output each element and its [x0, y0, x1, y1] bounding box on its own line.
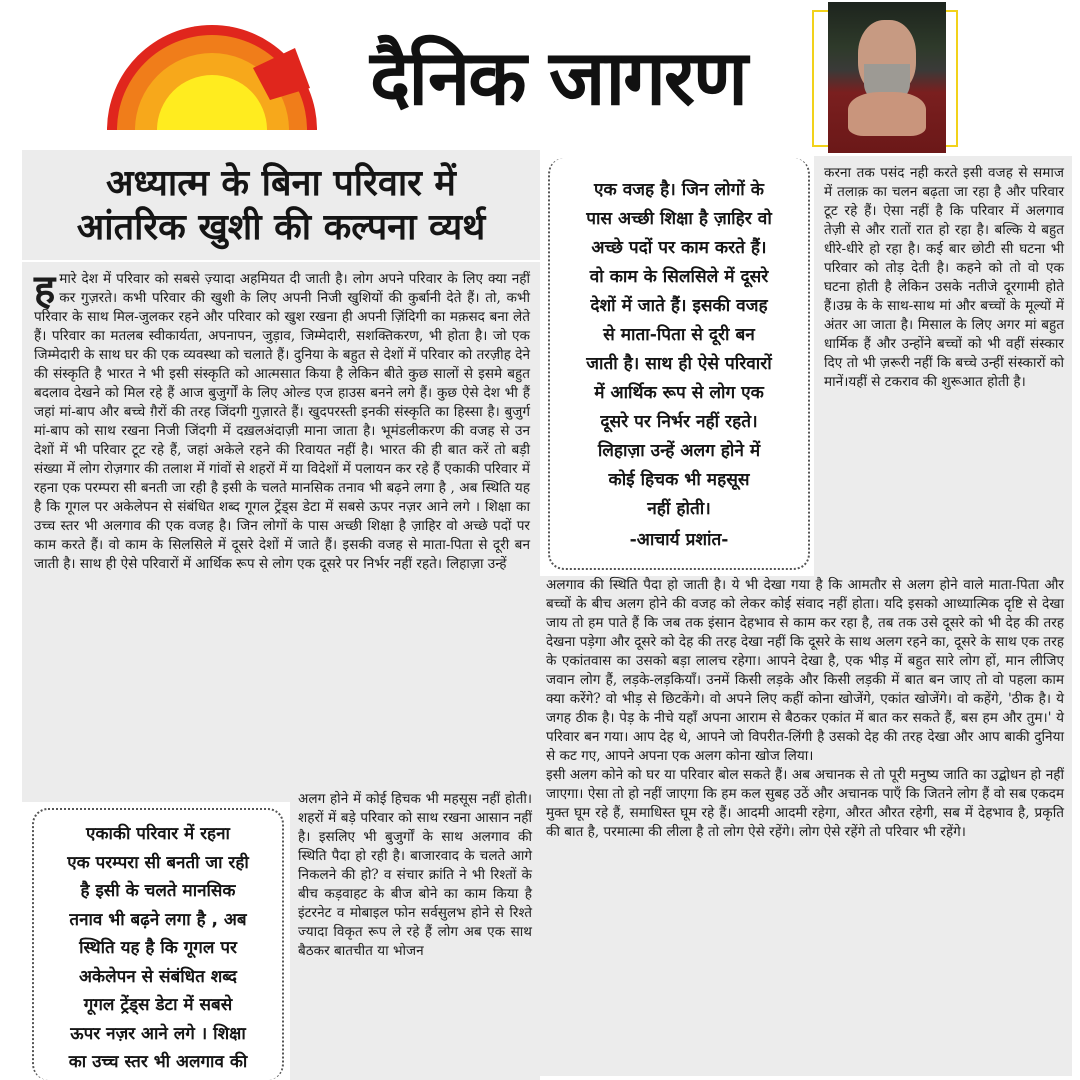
author-photo [828, 2, 946, 153]
pull-quote-line: दूसरे पर निर्भर नहीं रहते। [600, 412, 758, 432]
article-headline [22, 150, 540, 260]
body-paragraph: अलगाव की स्थिति पैदा हो जाती है। ये भी देखा गया है कि आमतौर से अलग होने वाले माता-पिता और बच्चों के बीच अलग होने की वजह को लेकर कोई संवाद नहीं होता। यदि इसको आध्यात्मिक दृष्टि से देखा जाय तो हम पाते हैं कि जब तक इंसान देहभाव से काम कर रहा है, तब तक उसे दूसरे को भी देह की तरह देखना पड़ेगा और दूसरे को देह की तरह देखा नहीं कि दूसरे के साथ अलग रहने का, दूसरे के साथ एक तरह के एकांतवास का उसको बड़ा लालच रहेगा। आपने देखा है, एक भीड़ में बहुत सारे लोग हों, मान लीजिए जवान लोग हैं, लड़के-लड़कियाँ। उनमें किसी लड़के और किसी लड़की में बात बन जाए तो वो पहला काम क्या करेंगे? वो भीड़ से छिटकेंगे। वो अपने लिए कहीं कोना खोजेंगे, एकांत खोजेंगे। वो कहेंगे, 'ठीक है। ये जगह ठीक है। पेड़ के नीचे यहाँ अपना आराम से बैठकर एकांत में बात कर सकते हैं, बस हम और तुम।' ये परिवार बन गया। आप देह थे, आपने जो विपरीत-लिंगी है उसको देह की तरह देखा और आप बाकी दुनिया से कट गए, आपने अपना एक अलग कोना खोज लिया। [546, 577, 1064, 764]
pull-quote-line: जाती है। साथ ही ऐसे परिवारों [586, 354, 772, 374]
masthead [0, 0, 1080, 150]
article-body-right [814, 156, 1072, 576]
pull-quote-line: कोई हिचक भी महसूस [608, 470, 750, 490]
article-body-left [22, 262, 540, 802]
pull-quote-line: एकाकी परिवार में रहना [86, 824, 230, 844]
publication-name: दैनिक जागरण [370, 33, 746, 122]
article-body-middle [290, 790, 540, 1080]
pull-quote-line: पास अच्छी शिक्षा है ज़ाहिर वो [586, 209, 772, 229]
pull-quote-line: लिहाज़ा उन्हें अलग होने में [597, 441, 761, 461]
pull-quote-line: में आर्थिक रूप से लोग एक [594, 383, 764, 403]
pull-quote-line: से माता-पिता से दूरी बन [603, 325, 755, 345]
body-paragraph: अलग होने में कोई हिचक भी महसूस नहीं होती। शहरों में बड़े परिवार को साथ रखना आसान नहीं है। इसलिए भी बुजुर्गों के साथ अलगाव की स्थिति पैदा हो रही है। बाजारवाद के चलते आगे निकलने की हो? व संचार क्रांति ने भी रिश्तों के बीच कड़वाहट के बीज बोने का काम किया है इंटरनेट व मोबाइल फोन सर्वसुलभ होने से रिश्ते ज्यादा विकृत रूप ले रहे हैं लोग अब एक साथ बैठकर बातचीत या भोजन [298, 791, 532, 959]
body-paragraph: इसी अलग कोने को घर या परिवार बोल सकते हैं। अब अचानक से तो पूरी मनुष्य जाति का उद्बोधन हो नहीं जाएगा। ऐसा तो हो नहीं जाएगा कि हम कल सुबह उठें और अचानक पाएँ कि जितने लोग हैं वो सब एकदम मुक्त घूम रहे हैं, समाधिस्त घूम रहे हैं। आदमी आदमी रहेगा, औरत औरत रहेगी, सब में देहभाव है, प्रकृति की बात है, परमात्मा की लीला है तो लोग ऐसे रहेंगे। लोग ऐसे रहेंगे तो परिवार भी रहेंगे। [546, 767, 1064, 840]
pull-quote-line: स्थिति यह है कि गूगल पर [79, 938, 237, 958]
pull-quote-line: एक वजह है। जिन लोगों के [594, 180, 764, 200]
pull-quote-line: एक परम्परा सी बनती जा रही [67, 852, 249, 873]
pull-quote-middle [548, 158, 810, 570]
headline-line-1: अध्यात्म के बिना परिवार में [106, 163, 456, 204]
pull-quote-line: है इसी के चलते मानसिक [80, 881, 236, 901]
pull-quote-line: अच्छे पदों पर काम करते हैं। [591, 238, 767, 258]
body-paragraph: मारे देश में परिवार को सबसे ज़्यादा अहमियत दी जाती है। लोग अपने परिवार के लिए क्या नहीं कर गुज़रते। कभी परिवार की खुशी के लिए अपनी निजी खुशियों की कुर्बानी देते हैं। तो, कभी परिवार के साथ मिल-जुलकर रहने और परिवार को खुश रखना ही अपनी ज़िंदिगी का मक़सद बना लेते हैं। परिवार का मतलब स्वीकार्यता, अपनापन, जुड़ाव, जिम्मेदारी, सशक्तिकरण, भी होता है। जो एक जिम्मेदारी के साथ घर की एक व्यवस्था को चलाते हैं। दुनिया के बहुत से देशों में परिवार को तरज़ीह देने की संस्कृति है भारत ने भी इसी संस्कृति को आत्मसात किया है लेकिन बीते कुछ सालों से इसमे बहुत बदलाव देखने को मिल रहे हैं आज बुजुर्गों के लिए ओल्ड एज हाउस बनने लगे हैं। कुछ ऐसे देश भी हैं जहां मां-बाप और बच्चे ग़ैरों की तरह जिंदगी गुज़ारते हैं। खुदपरस्ती इनकी संस्कृति का हिस्सा है। बुजुर्ग मां-बाप को साथ रखना निजी जिंदगी में दख़लअंदाज़ी माना जाता है। भूमंडलीकरण की वजह से उन देशों में भी परिवार टूट रहे हैं, जहां अकेले रहने की रिवायत नहीं है। भारत की ही बात करें तो बड़ी संख्या में लोग रोज़गार की तलाश में गांवों से शहरों में या विदेशों में पलायन कर रहे हैं एकाकी परिवार में रहना एक परम्परा सी बनती जा रही है इसी के चलते मानसिक तनाव भी बढ़ने लगा है , अब स्थिति यह है कि गूगल पर अकेलेपन से संबंधित शब्द गूगल ट्रेंड्स डेटा में सबसे ऊपर नज़र आने लगे । शिक्षा का उच्च स्तर भी अलगाव की एक वजह है। जिन लोगों के पास अच्छी शिक्षा है ज़ाहिर वो अच्छे पदों पर काम करते हैं। वो काम के सिलसिले में दूसरे देशों में जाते हैं। इसकी वजह से माता-पिता से दूरी बन जाती है। साथ ही ऐसे परिवारों में आर्थिक रूप से लोग एक दूसरे पर निर्भर नहीं रहते। लिहाज़ा उन्हें [34, 271, 530, 572]
pull-quote-left [32, 808, 284, 1080]
sun-logo-icon [105, 18, 320, 130]
pull-quote-line: तनाव भी बढ़ने लगा है , अब [69, 909, 247, 930]
drop-cap: ह [34, 267, 56, 313]
pull-quote-line: नहीं होती। [647, 499, 711, 519]
body-paragraph: करना तक पसंद नही करते इसी वजह से समाज में तलाक़ का चलन बढ़ता जा रहा है और परिवार टूट रहे हैं। ऐसा नहीं है कि परिवार में अलगाव तेज़ी से और रातों रात हो रहा है। बल्कि ये बहुत धीरे-धीरे हो रहा है। कई बार छोटी सी घटना भी परिवार को तोड़ देती है। कहने को तो वो एक घटना होती है लेकिन उसके नतीजे दूरगामी होते हैं।उम्र के के साथ-साथ मां और बच्चों के मूल्यों में अंतर आ जाता है। मिसाल के लिए अगर मां बहुत धार्मिक हैं और उन्होंने बच्चों को भी वहीं संस्कार दिए तो भी ज़रूरी नहीं कि बच्चे उन्हीं संस्कारों को मानें।यहीं से टकराव की शुरूआत होती है। [824, 165, 1064, 390]
article-body-bottom [540, 576, 1072, 1076]
headline-line-2: आंतरिक खुशी की कल्पना व्यर्थ [76, 207, 486, 248]
pull-quote-line: देशों में जाते हैं। इसकी वजह [590, 296, 768, 316]
pull-quote-line: गूगल ट्रेंड्स डेटा में सबसे [83, 995, 233, 1015]
pull-quote-line: का उच्च स्तर भी अलगाव की [68, 1052, 248, 1072]
pull-quote-attribution: -आचार्य प्रशांत- [629, 530, 729, 550]
pull-quote-line: ऊपर नज़र आने लगे । शिक्षा [70, 1023, 246, 1044]
pull-quote-line: वो काम के सिलसिले में दूसरे [589, 267, 769, 287]
pull-quote-line: अकेलेपन से संबंधित शब्द [79, 966, 237, 987]
